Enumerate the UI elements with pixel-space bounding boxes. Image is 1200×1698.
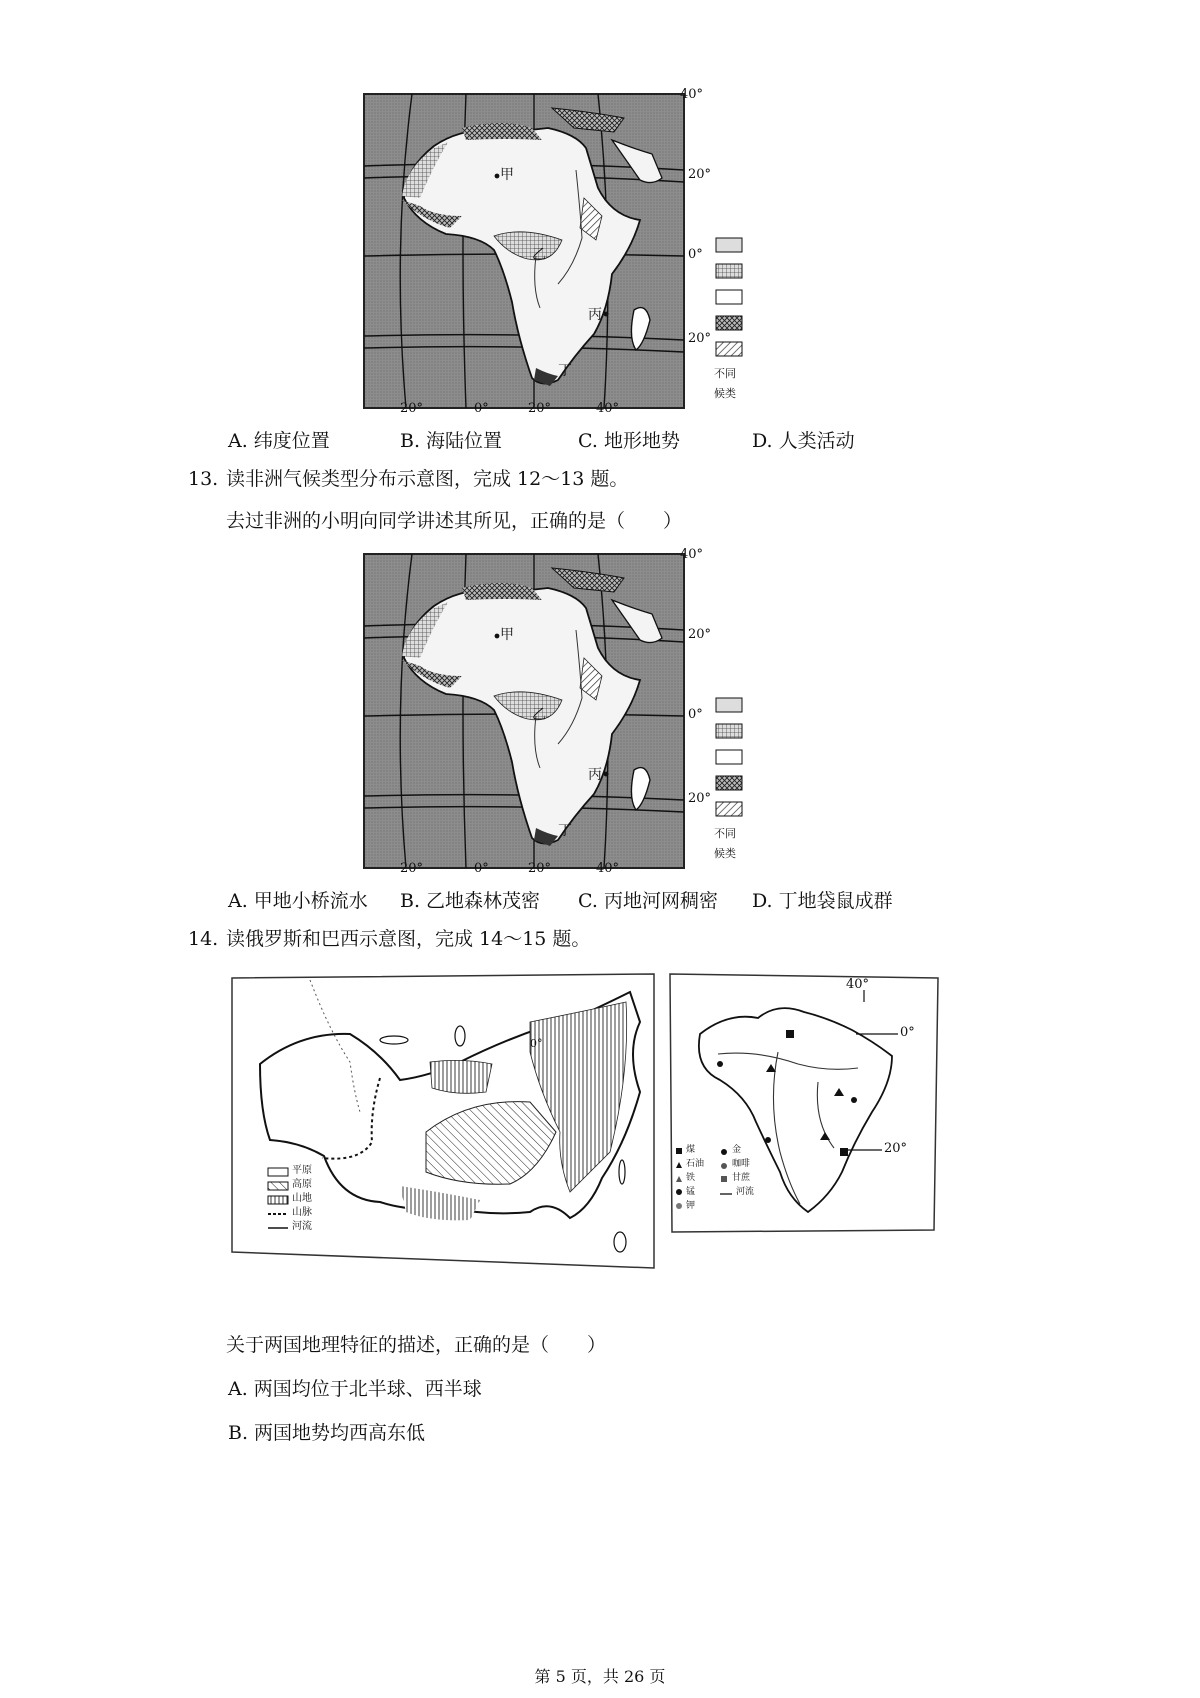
lon-label: 20° [400,861,424,876]
africa-climate-map-1 [362,88,762,420]
q12-option-a: A. 纬度位置 [228,430,330,452]
lat-label: 20° [688,167,712,182]
russia-legend-label: 山脉 [292,1207,312,1218]
brazil-legend-label: 河流 [736,1187,755,1197]
russia-legend-label: 山地 [292,1193,312,1204]
q13-stem: 读非洲气候类型分布示意图，完成 12～13 题。 [226,468,629,490]
page-footer: 第 5 页，共 26 页 [534,1667,666,1686]
brazil-legend-label: 甘蔗 [732,1173,751,1183]
russia-terrain-map [230,972,660,1270]
lon-label: 40° [596,401,620,416]
brazil-legend-label: 咖啡 [732,1159,751,1169]
lat-label: 20° [688,791,712,806]
q13-option-a: A. 甲地小桥流水 [228,890,368,912]
point-label-bing: 丙 [588,767,602,783]
legend-caption: 候类 [714,387,736,400]
point-label-jia: 甲 [500,627,514,643]
russia-lat-label: 0° [530,1037,543,1050]
point-label-jia: 甲 [500,167,514,183]
q13-option-d: D. 丁地袋鼠成群 [752,890,893,912]
point-label-yi: 乙 [532,707,546,723]
q12-option-d: D. 人类活动 [752,430,855,452]
q13-number: 13. [188,468,219,490]
q13-question: 去过非洲的小明向同学讲述其所见，正确的是（ ） [226,510,683,532]
brazil-lon-label: 40° [846,977,870,992]
point-label-yi: 乙 [532,247,546,263]
brazil-legend-label: 铁 [686,1173,696,1183]
brazil-lat-label: 20° [884,1141,908,1156]
point-label-ding: 丁 [558,363,572,379]
lon-label: 20° [528,861,552,876]
q13-option-c: C. 丙地河网稠密 [578,890,718,912]
lon-label: 20° [400,401,424,416]
lat-label: 40° [680,547,704,562]
africa-climate-map-2 [362,548,762,880]
brazil-legend-label: 金 [732,1145,742,1155]
q12-option-b: B. 海陆位置 [400,430,503,452]
lon-label: 0° [474,861,489,876]
q13-option-b: B. 乙地森林茂密 [400,890,541,912]
lat-label: 20° [688,331,712,346]
legend-caption: 不同 [714,827,736,840]
russia-legend-label: 高原 [292,1179,312,1190]
lat-label: 20° [688,627,712,642]
lat-label: 0° [688,707,703,722]
lat-label: 0° [688,247,703,262]
q14-question: 关于两国地理特征的描述，正确的是（ ） [226,1334,607,1356]
brazil-lat-label: 0° [900,1025,915,1040]
point-label-ding: 丁 [558,823,572,839]
point-label-bing: 丙 [588,307,602,323]
legend-caption: 候类 [714,847,736,860]
lat-label: 40° [680,87,704,102]
lon-label: 40° [596,861,620,876]
q14-option-a: A. 两国均位于北半球、西半球 [228,1378,482,1400]
q14-stem: 读俄罗斯和巴西示意图，完成 14～15 题。 [226,928,591,950]
legend-caption: 不同 [714,367,736,380]
russia-legend-label: 河流 [292,1221,312,1232]
lon-label: 20° [528,401,552,416]
q14-option-b: B. 两国地势均西高东低 [228,1422,426,1444]
q12-option-c: C. 地形地势 [578,430,680,452]
brazil-legend-label: 锰 [686,1187,696,1197]
brazil-legend-label: 钾 [686,1201,696,1211]
russia-legend-label: 平原 [292,1165,312,1176]
brazil-resources-map [668,972,940,1234]
q14-number: 14. [188,928,219,950]
brazil-legend-label: 石油 [686,1159,705,1169]
lon-label: 0° [474,401,489,416]
brazil-legend-label: 煤 [686,1145,696,1155]
